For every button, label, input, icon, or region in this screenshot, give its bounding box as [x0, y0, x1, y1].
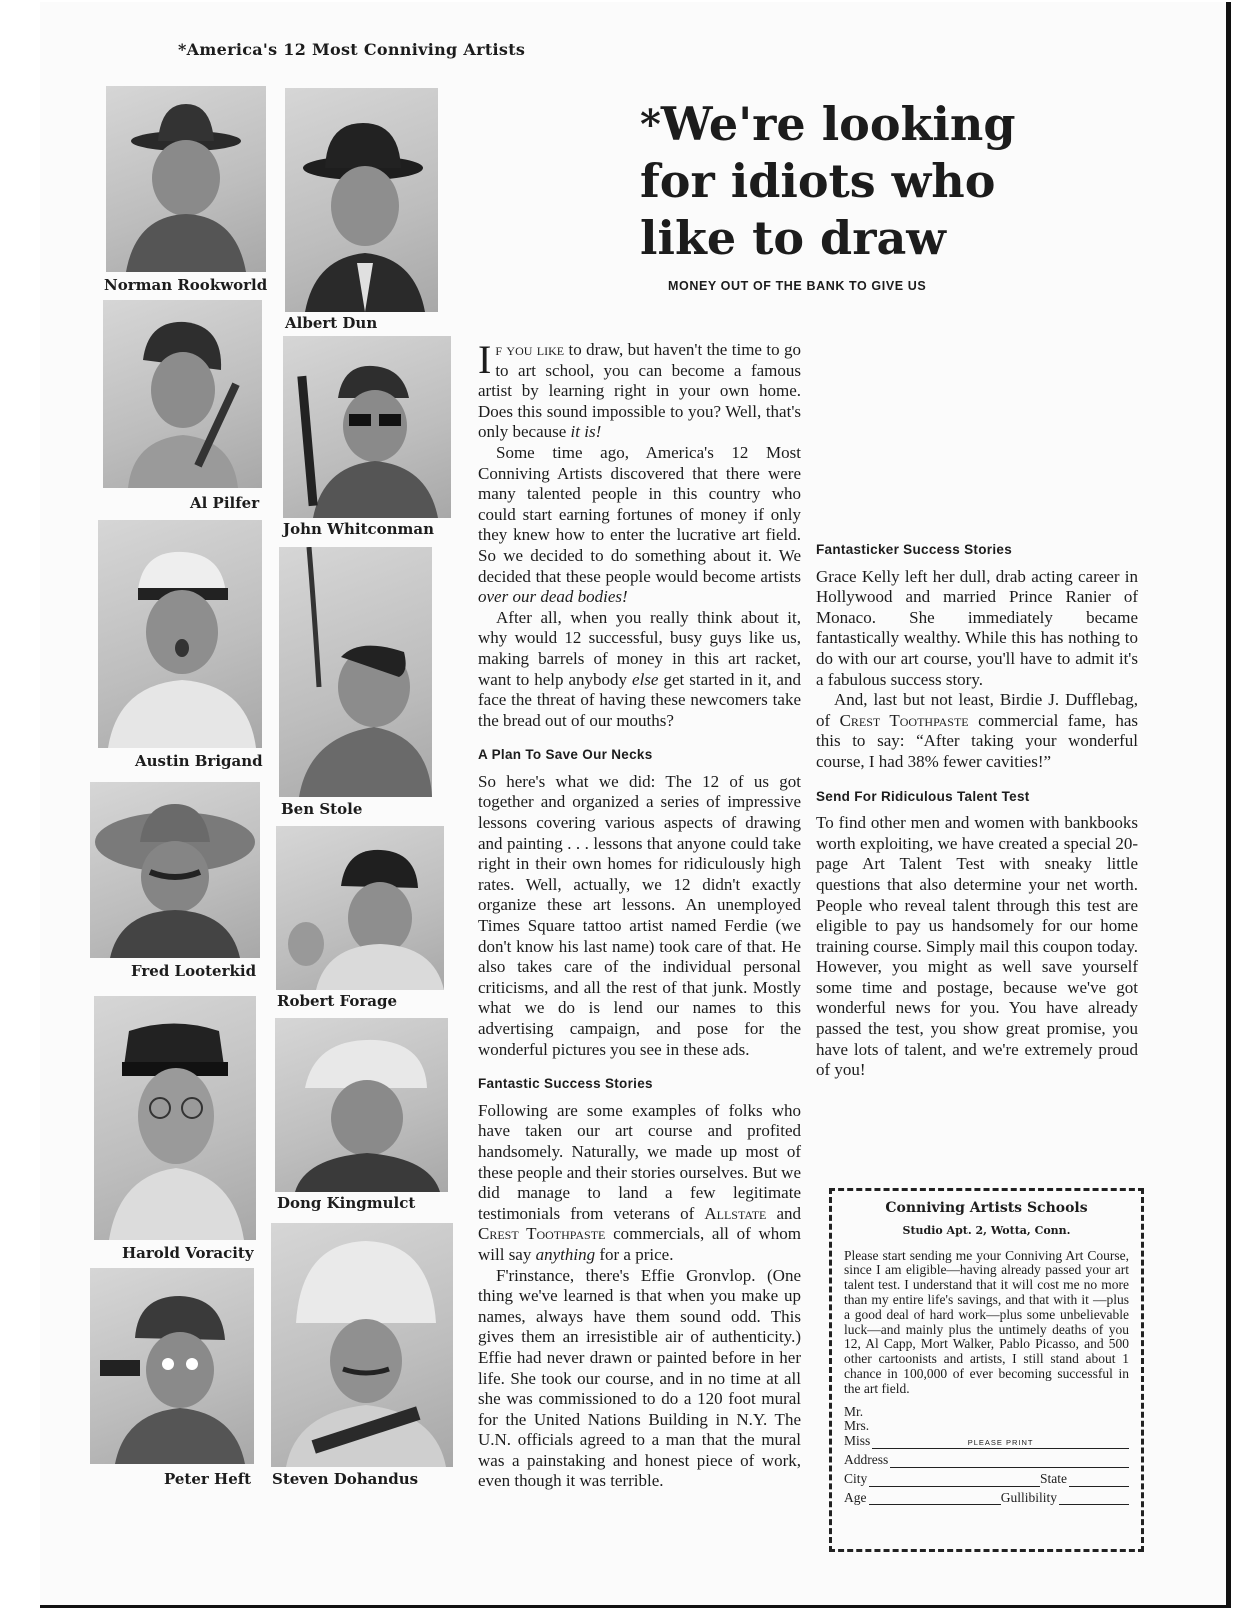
caption: Dong Kingmulct	[277, 1194, 416, 1212]
headline-line-3: like to draw	[640, 211, 946, 265]
headline-line-1: We're looking	[660, 97, 1016, 151]
portrait-fred-looterkid	[90, 782, 260, 958]
salutation-mrs: Mrs.	[844, 1418, 870, 1434]
headline-line-2: for idiots who	[640, 154, 996, 208]
city-line[interactable]	[869, 1474, 1040, 1487]
address-label: Address	[844, 1451, 889, 1467]
caption: Robert Forage	[277, 992, 398, 1010]
portrait-john-whitconman	[283, 336, 451, 518]
caption: John Whitconman	[283, 520, 435, 538]
state-line[interactable]	[1069, 1474, 1129, 1487]
portrait-al-pilfer	[103, 300, 262, 488]
portrait-peter-heft	[90, 1268, 254, 1464]
salutation-miss: Miss	[844, 1433, 871, 1449]
caption: Norman Rookworld	[104, 276, 268, 294]
paragraph: Some time ago, America's 12 Most Conniving Artists discovered that there were many talented people in this country who could start earning fortunes of money if only they knew how to enter the lucrative art field. So we decided to do something about it. We decided that these people would become artists over our dead bodies!	[478, 442, 801, 607]
portrait-dong-kingmulct	[275, 1018, 448, 1192]
address-field[interactable]	[844, 1453, 1129, 1468]
address-line[interactable]	[890, 1455, 1129, 1468]
subheadline: MONEY OUT OF THE BANK TO GIVE US	[668, 279, 927, 293]
headline	[640, 96, 1060, 267]
salutation-mr: Mr.	[844, 1403, 864, 1419]
headline-star: *	[640, 101, 661, 148]
paragraph: F'rinstance, there's Effie Gronvlop. (One thing we've learned is that when you make up names, always have them sound odd. This gives them an irresistible air of authenticity.) Effie had never drawn or painted before in her life. She took our course, and in no time at all she was commissioned to do a 120 foot mural for the United Nations Building in N.Y. The U.N. officials agreed to a man that the mural was a painstaking and honest piece of work, even though it was terrible.	[478, 1265, 801, 1491]
name-field[interactable]	[844, 1434, 1129, 1449]
paragraph: After all, when you really think about it, why would 12 successful, busy guys like us, making barrels of money in this art racket, want to help anybody else get started in it, and face the threat of having these newcomers take the bread out of our mouths?	[478, 607, 801, 730]
section-heading: Send For Ridiculous Talent Test	[816, 788, 1030, 804]
age-label: Age	[844, 1489, 867, 1505]
caption: Ben Stole	[281, 800, 363, 818]
paragraph: Grace Kelly left her dull, drab acting career in Hollywood and married Prince Ranier of Monaco. She immediately became fantastically wealthy. While this has nothing to do with our art course, you'll have to admit it's a fabulous success story.	[816, 566, 1138, 689]
kicker-title: *America's 12 Most Conniving Artists	[178, 40, 526, 59]
portrait-harold-voracity	[94, 996, 256, 1240]
section-heading: Fantastic Success Stories	[478, 1076, 653, 1092]
intro-paragraph: If you like to draw, but haven't the time to go to art school, you can become a famous artist by learning right in your own home. Does this sound impossible to you? Well, that's only because it is!	[478, 337, 801, 442]
portrait-albert-dun	[285, 88, 438, 312]
state-label: State	[1040, 1470, 1067, 1486]
name-line[interactable]: PLEASE PRINT	[872, 1436, 1129, 1449]
salutation-block	[844, 1405, 1129, 1449]
section-heading: Fantasticker Success Stories	[816, 542, 1012, 557]
caption: Harold Voracity	[122, 1244, 254, 1262]
age-line[interactable]	[869, 1492, 1001, 1505]
paragraph: So here's what we did: The 12 of us got together and organized a series of impressive lessons covering various aspects of drawing and painting . . . lessons that anyone could take right in their own homes for ridiculously high rates. Well, actually, we 12 didn't exactly organize these art lessons. An unemployed Times Square tattoo artist named Ferdie (we don't know his last name) took care of that. He also takes care of the individual personal criticisms, and all the rest of that junk. Mostly what we do is lend our names to this advertising campaign, and pose for the wonderful pictures you see in these ads.	[478, 771, 801, 1059]
gullibility-label: Gullibility	[1000, 1489, 1057, 1505]
portrait-ben-stole	[279, 547, 432, 797]
portrait-austin-brigand	[98, 520, 262, 748]
coupon-body: Please start sending me your Conniving Art Course, since I am eligible—having already passed your art talent test. I understand that it will cost me no more than my entire life's savings, and that with it —plus a good deal of hard work—plus some unbelievable luck—and mainly plus the untimely deaths of you 12, Al Capp, Mort Walker, Pablo Picasso, and 500 other cartoonists and artists, I still stand about 1 chance in 100,000 of ever becoming successful in the art field.	[844, 1247, 1129, 1396]
caption: Peter Heft	[164, 1470, 252, 1488]
caption: Fred Looterkid	[131, 962, 257, 980]
portrait-steven-dohandus	[271, 1223, 453, 1467]
age-gullibility-field[interactable]	[844, 1491, 1129, 1506]
portrait-norman-rookworld	[106, 86, 266, 272]
coupon-address: Studio Apt. 2, Wotta, Conn.	[902, 1223, 1071, 1237]
caption: Al Pilfer	[190, 494, 260, 512]
caption: Steven Dohandus	[272, 1470, 419, 1488]
city-state-field[interactable]	[844, 1472, 1129, 1487]
portrait-robert-forage	[276, 826, 444, 990]
gullibility-line[interactable]	[1059, 1492, 1129, 1505]
paragraph: And, last but not least, Birdie J. Dufflebag, of Crest Toothpaste commercial fame, has this to say: “After taking your wonderful course, I had 38% fewer cavities!”	[816, 690, 1139, 771]
article-column-1	[478, 337, 801, 1492]
paragraph: Following are some examples of folks who have taken our art course and profited handsomely. Naturally, we made up most of these people and their stories ourselves. But we did manage to land a few legitimate testimonials from veterans of Allstate and Crest Toothpaste commercials, all of whom will say anything for a price.	[478, 1100, 801, 1264]
article-column-2	[816, 540, 1138, 1081]
drop-cap: I	[478, 337, 492, 382]
mail-in-coupon[interactable]	[829, 1188, 1144, 1552]
caption: Austin Brigand	[135, 752, 263, 770]
coupon-title: Conniving Artists Schools	[885, 1200, 1088, 1216]
section-heading: A Plan To Save Our Necks	[478, 747, 653, 763]
paragraph: To find other men and women with bankbooks worth exploiting, we have created a special 20-page Art Talent Test with sneaky little questions that also determine your net worth. People who reveal talent through this test are eligible to pay us handsomely for our home training course. Simply mail this coupon today. However, you might as well save yourself some time and postage, because we've got wonderful news for you. You have already passed the test, you show great promise, you have lots of talent, and we're extremely proud of you!	[816, 813, 1138, 1080]
city-label: City	[844, 1470, 868, 1486]
caption: Albert Dun	[285, 314, 378, 332]
